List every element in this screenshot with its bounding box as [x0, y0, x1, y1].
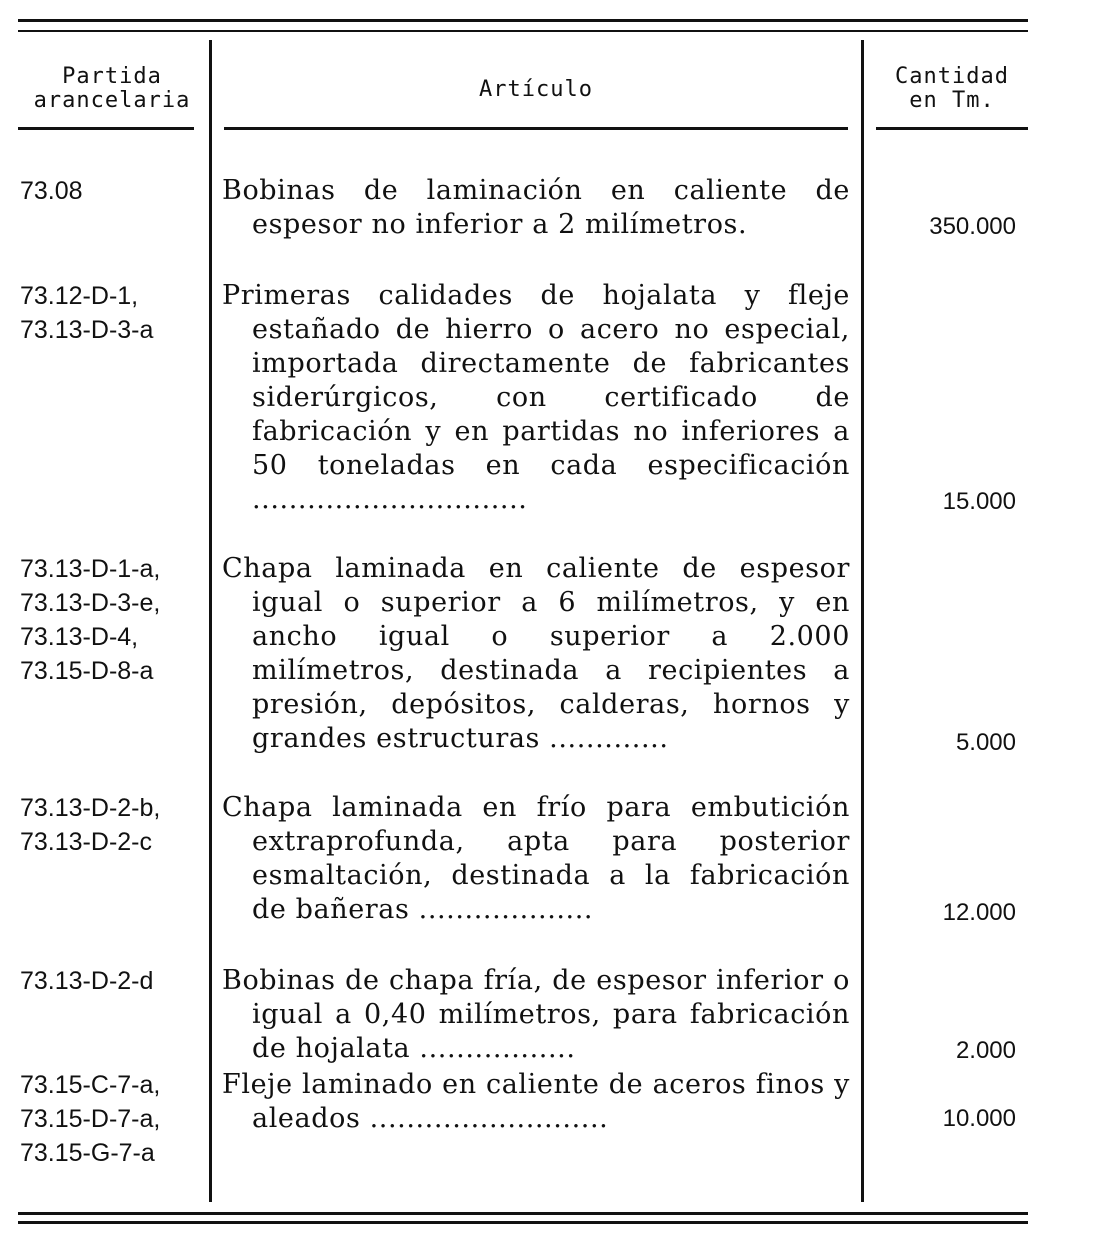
row-quantity: 350.000: [929, 213, 1016, 240]
row-description: Fleje laminado en caliente de aceros finos y aleados ..........................: [222, 1069, 850, 1134]
header-underline-articulo: [224, 127, 848, 130]
row-quantity: 5.000: [955, 729, 1016, 756]
column-divider-right: [861, 40, 864, 1202]
header-partida: Partida arancelaria: [33, 64, 191, 113]
bottom-rule-outer: [18, 1212, 1028, 1215]
row-codes: 73.08: [20, 177, 83, 205]
row-description: Bobinas de chapa fría, de espesor inferior o igual a 0,40 milímetros, para fabricación de hojalata .................: [222, 965, 850, 1064]
header-underline-partida: [18, 127, 194, 130]
row-codes: 73.13-D-2-d: [20, 967, 154, 995]
bottom-rule-inner: [18, 1221, 1028, 1224]
row-description: Bobinas de laminación en caliente de espesor no inferior a 2 milímetros.: [222, 175, 850, 240]
header-underline-cantidad: [876, 127, 1028, 130]
top-rule-inner: [18, 30, 1028, 32]
header-cantidad: Cantidad en Tm.: [895, 64, 1009, 113]
row-quantity: 10.000: [942, 1105, 1016, 1132]
row-codes: 73.15-C-7-a, 73.15-D-7-a, 73.15-G-7-a: [20, 1071, 161, 1167]
row-quantity: 2.000: [955, 1037, 1016, 1064]
row-codes: 73.12-D-1, 73.13-D-3-a: [20, 282, 154, 344]
row-description: Chapa laminada en frío para embutición extraprofunda, apta para posterior esmaltación, destinada a la fabricación de bañeras ...................: [222, 792, 850, 925]
header-articulo: Artículo: [479, 77, 593, 102]
top-rule-outer: [18, 19, 1028, 22]
row-description: Chapa laminada en caliente de espesor igual o superior a 6 milímetros, y en ancho igual o superior a 2.000 milímetros, destinada a recipientes a presión, depósitos, calderas, hornos y grandes estructuras .............: [222, 553, 850, 754]
row-description: Primeras calidades de hojalata y fleje estañado de hierro o acero no especial, importada directamente de fabricantes siderúrgicos, con certificado de fabricación y en partidas no inferiores a 50 toneladas en cada especificación ..............................: [222, 280, 850, 515]
row-quantity: 15.000: [942, 488, 1016, 515]
row-codes: 73.13-D-1-a, 73.13-D-3-e, 73.13-D-4, 73.15-D-8-a: [20, 555, 161, 685]
row-quantity: 12.000: [942, 899, 1016, 926]
row-codes: 73.13-D-2-b, 73.13-D-2-c: [20, 794, 161, 856]
